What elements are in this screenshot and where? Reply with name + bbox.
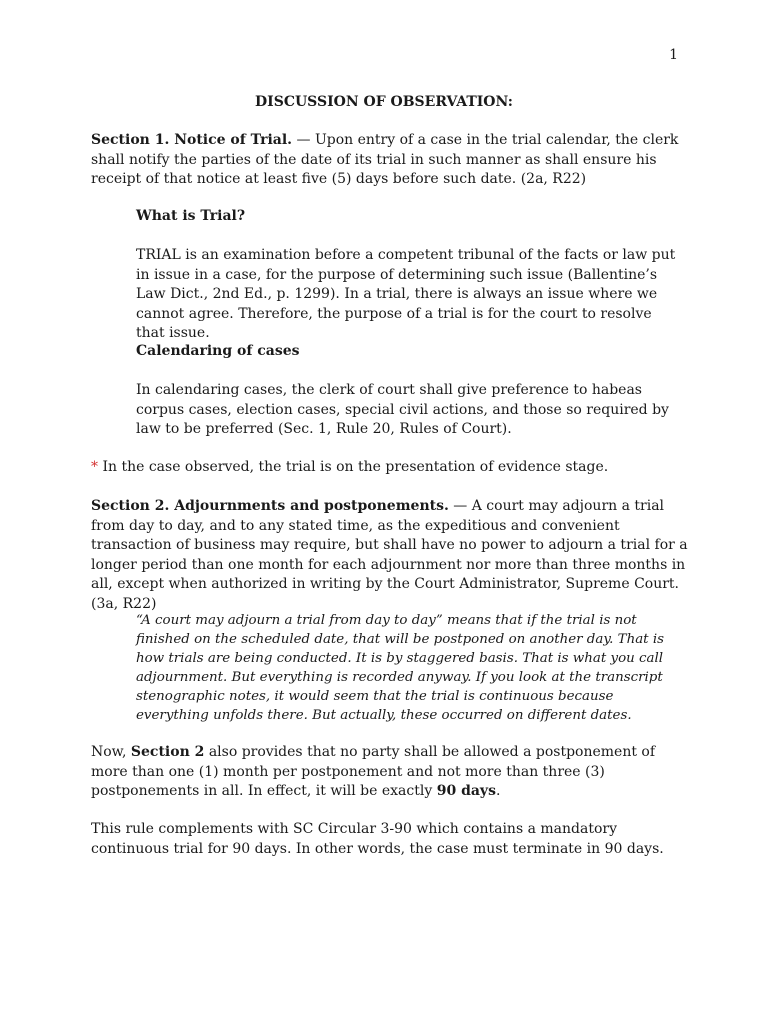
section1-paragraph <box>91 131 689 190</box>
section1-heading: Section 1. Notice of Trial. <box>91 132 293 148</box>
now-post: . <box>495 783 501 799</box>
now-pre: Now, <box>91 744 131 760</box>
now-bold-days: 90 days <box>436 783 496 799</box>
section1-dash: — <box>292 132 315 148</box>
calendaring-heading: Calendaring of cases <box>136 343 300 359</box>
page-number: 1 <box>669 47 678 63</box>
asterisk-marker: * <box>91 459 98 475</box>
section2-body: A court may adjourn a trial from day to day, and to any stated time, as the expeditious and convenient transaction of business may require, but shall have no power to adjourn a trial for a longer period than one month for each adjournment nor more than three months in all, except when authorized in writing by the Court Administrator, Supreme Court. (3a, R22) <box>91 498 688 612</box>
document-title: DISCUSSION OF OBSERVATION: <box>255 94 513 110</box>
commentary-quote: “A court may adjourn a trial from day to day” means that if the trial is not finished on the scheduled date, that will be postponed on another day. That is how trials are being conducted. It is by staggered basis. That is what you call adjournment. But everything is recorded anyway. If you look at the transcript stenographic notes, it would seem that the trial is continuous because everything unfolds there. But actually, these occurred on different dates. <box>136 613 664 723</box>
section2-heading: Section 2. Adjournments and postponements. <box>91 498 449 514</box>
rule-paragraph: This rule complements with SC Circular 3-90 which contains a mandatory continuous trial for 90 days. In other words, the case must terminate in 90 days. <box>91 821 664 857</box>
now-paragraph <box>91 743 689 802</box>
section1-body: Upon entry of a case in the trial calendar, the clerk shall notify the parties of the date of its trial in such manner as shall ensure his receipt of that notice at least five (5) days before such date. (2a, R22) <box>91 132 679 187</box>
what-is-trial-heading: What is Trial? <box>136 208 246 224</box>
what-is-trial-body: TRIAL is an examination before a competent tribunal of the facts or law put in issue in a case, for the purpose of determining such issue (Ballentine’s Law Dict., 2nd Ed., p. 1299). In a trial, there is always an issue where we cannot agree. Therefore, the purpose of a trial is for the court to resolve that issue. <box>136 247 676 341</box>
now-bold-section: Section 2 <box>130 744 205 760</box>
observation-text: In the case observed, the trial is on the presentation of evidence stage. <box>98 459 609 475</box>
section2-paragraph <box>91 497 689 614</box>
observation-note <box>91 458 689 478</box>
now-mid: also provides that no party shall be allowed a postponement of more than one (1) month per postponement and not more than three (3) postponements in all. In effect, it will be exactly <box>91 744 656 799</box>
calendaring-body: In calendaring cases, the clerk of court shall give preference to habeas corpus cases, election cases, special civil actions, and those so required by law to be preferred (Sec. 1, Rule 20, Rules of Court). <box>136 382 669 437</box>
section2-dash: — <box>448 498 472 514</box>
